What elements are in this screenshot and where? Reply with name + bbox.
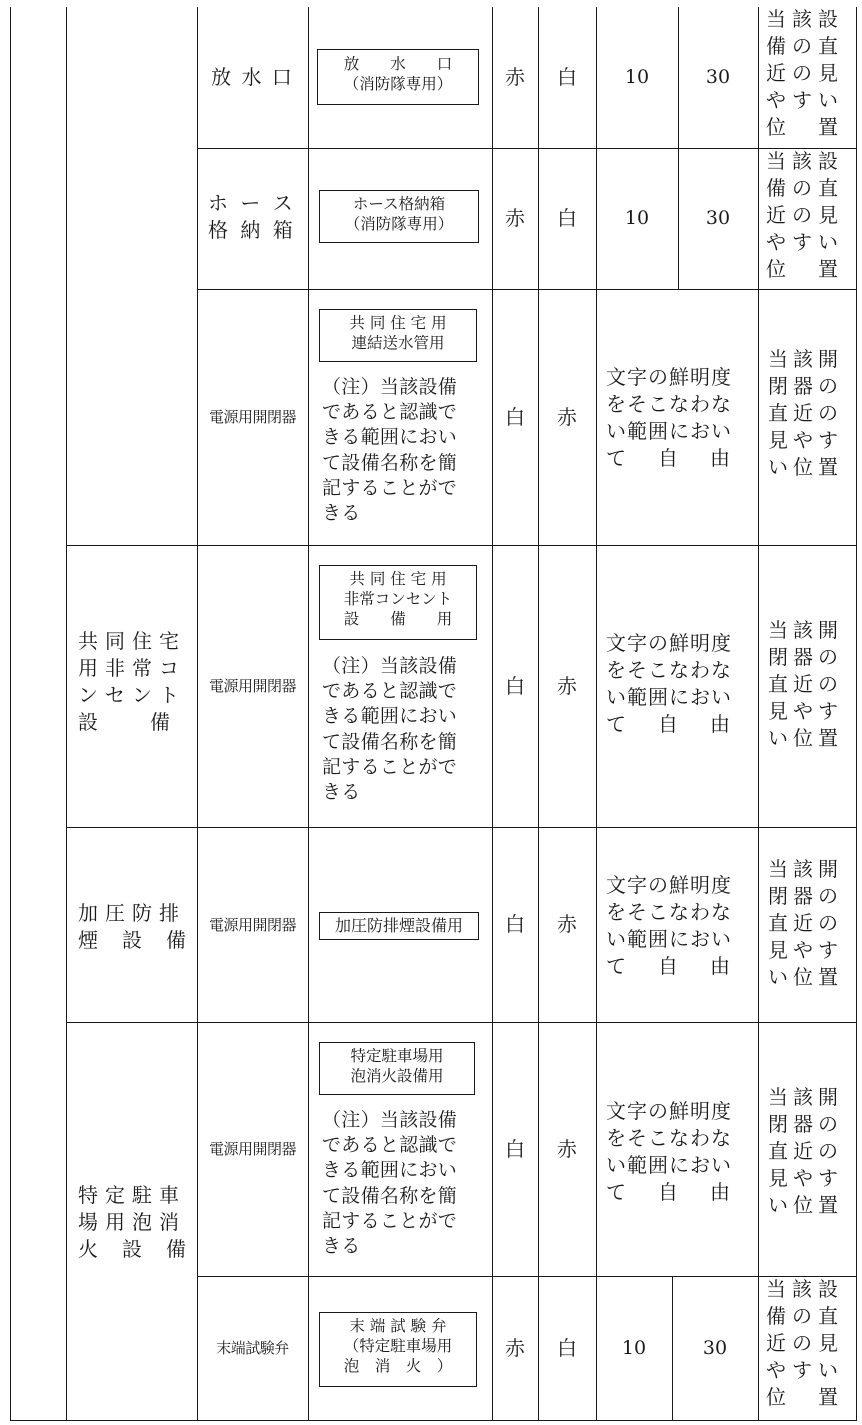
text-color-text: 白 <box>557 206 577 230</box>
size-note-line: て 自 由 <box>606 1180 736 1204</box>
sign-label-line: （消防隊専用） <box>344 215 454 233</box>
text-color-text: 赤 <box>557 404 577 429</box>
column-divider <box>308 7 309 1420</box>
background-color-text: 白 <box>505 912 525 936</box>
location-line: い位置 <box>768 455 843 479</box>
equipment-name-line: 用非常コ <box>78 656 186 680</box>
background-color-text: 白 <box>505 404 525 429</box>
equipment-name-line: 場用泡消 <box>78 1210 186 1234</box>
device-name-cell <box>208 190 304 244</box>
text-color-text: 赤 <box>557 673 577 698</box>
size-note-line: て 自 由 <box>606 954 736 978</box>
sign-label-line: 泡消火設備用 <box>350 1067 444 1085</box>
size-note-line: て 自 由 <box>606 446 736 470</box>
size-note-line: 文字の鮮明度 <box>606 873 732 897</box>
location-line: 当該開 <box>768 347 843 371</box>
size-value: 30 <box>705 66 731 88</box>
size-value: 10 <box>624 207 650 229</box>
sign-label-line: （特定駐車場用 <box>343 1337 453 1355</box>
location-line: 閉器の <box>768 1112 843 1136</box>
location-cell <box>766 1276 850 1411</box>
text-color-text: 白 <box>557 1335 577 1360</box>
sign-label-line: 末 端 試 験 弁 <box>349 1317 447 1335</box>
location-line: 直近の <box>768 672 843 696</box>
device-name: 電源用開閉器 <box>208 1140 296 1158</box>
sign-label-line: 特定駐車場用 <box>350 1047 444 1065</box>
size-note-cell <box>606 630 754 738</box>
size-value-cell <box>596 7 678 148</box>
size-note-cell <box>606 872 754 980</box>
size-note-line: をそこなわな <box>606 1126 732 1150</box>
location-line: 備の直 <box>766 176 844 200</box>
device-name: 放 水 口 <box>211 65 294 89</box>
location-line: 備の直 <box>766 1304 844 1328</box>
note-text <box>322 1108 484 1259</box>
note-text <box>322 654 484 805</box>
background-color-cell <box>492 545 538 827</box>
size-value-cell <box>678 7 758 148</box>
size-value: 30 <box>705 207 731 229</box>
device-name-cell <box>197 7 308 148</box>
sign-label-line: ホース格納箱 <box>352 195 446 213</box>
location-cell <box>766 148 850 283</box>
column-divider <box>66 7 67 1420</box>
size-note-line: い範囲におい <box>606 685 732 709</box>
location-line: 近の見 <box>766 203 844 227</box>
size-value-cell <box>678 148 758 289</box>
device-name: 電源用開閉器 <box>208 677 296 695</box>
table-border-right <box>856 7 857 1420</box>
sign-label-box <box>319 190 479 243</box>
text-color-cell <box>538 1022 596 1276</box>
row-divider <box>66 827 856 828</box>
location-line: 位 置 <box>766 115 844 139</box>
sign-label-box <box>319 912 479 940</box>
equipment-name-line: 共同住宅 <box>78 629 186 653</box>
location-line: 当該設 <box>766 7 844 31</box>
note-line: 記することがで <box>322 1209 458 1232</box>
text-color-text: 赤 <box>557 1136 577 1161</box>
text-color-text: 白 <box>557 65 577 89</box>
size-note-line: て 自 由 <box>606 712 736 736</box>
size-value-cell <box>596 1276 672 1420</box>
background-color-cell <box>492 289 538 545</box>
location-line: 直近の <box>768 401 843 425</box>
note-text <box>322 375 484 526</box>
location-line: い位置 <box>768 965 843 989</box>
equipment-name-cell <box>78 628 194 736</box>
sign-label-line: 共 同 住 宅 用 <box>349 314 447 332</box>
sign-label-line: 泡 消 火 ） <box>343 1357 453 1375</box>
note-line: きる範囲におい <box>322 1159 458 1182</box>
sign-label-line: 加圧防排煙設備用 <box>334 916 463 935</box>
background-color-cell <box>492 1022 538 1276</box>
size-note-line: 文字の鮮明度 <box>606 631 732 655</box>
background-color-text: 白 <box>505 673 525 698</box>
size-note-line: 文字の鮮明度 <box>606 1099 732 1123</box>
note-line: （注）当該設備 <box>322 1109 458 1131</box>
sign-label-line: 連結送水管用 <box>351 334 445 352</box>
note-line: （注）当該設備 <box>322 655 458 677</box>
background-color-cell <box>492 7 538 148</box>
location-line: やすい <box>766 1358 844 1382</box>
location-line: 当該開 <box>768 618 843 642</box>
sign-label-line: 放 水 口 <box>343 55 453 73</box>
location-line: 閉器の <box>768 645 843 669</box>
location-line: 見やす <box>768 938 843 962</box>
equipment-name-line: 設 備 <box>78 710 174 734</box>
note-line: であると認識で <box>322 680 458 703</box>
size-note-line: い範囲におい <box>606 1153 732 1177</box>
location-cell <box>766 6 850 141</box>
location-line: 位 置 <box>766 257 844 281</box>
note-line: （注）当該設備 <box>322 376 458 398</box>
sign-label-line: （消防隊専用） <box>343 75 453 93</box>
background-color-text: 赤 <box>505 1335 525 1360</box>
note-line: 記することがで <box>322 476 458 499</box>
location-line: 位 置 <box>766 1385 844 1409</box>
equipment-name-cell <box>78 1182 194 1263</box>
background-color-cell <box>492 827 538 1022</box>
location-line: 当該開 <box>768 857 843 881</box>
size-value: 30 <box>702 1336 728 1359</box>
note-line: きる <box>322 781 361 804</box>
table-border-left <box>10 7 11 1420</box>
size-note-line: い範囲におい <box>606 419 732 443</box>
location-line: 閉器の <box>768 884 843 908</box>
device-name-line: ホ ー ス <box>208 191 296 215</box>
location-line: 閉器の <box>768 374 843 398</box>
equipment-name-line: 特定駐車 <box>78 1183 186 1207</box>
size-note-line: をそこなわな <box>606 658 732 682</box>
device-name-cell <box>197 289 308 545</box>
row-divider <box>66 545 856 546</box>
device-name: 末端試験弁 <box>216 1339 289 1357</box>
size-note-line: をそこなわな <box>606 900 732 924</box>
device-name-line: 格 納 箱 <box>208 218 296 242</box>
note-line: きる <box>322 502 361 525</box>
background-color-cell <box>492 148 538 289</box>
location-line: 当該開 <box>768 1085 843 1109</box>
equipment-name-line: 煙 設 備 <box>78 928 188 952</box>
device-name: 電源用開閉器 <box>208 408 296 426</box>
location-line: 近の見 <box>766 61 844 85</box>
location-line: やすい <box>766 88 844 112</box>
location-line: やすい <box>766 230 844 254</box>
table-border-bottom <box>10 1420 857 1421</box>
location-line: 当該設 <box>766 149 844 173</box>
device-name-cell <box>197 1022 308 1276</box>
note-line: きる <box>322 1235 361 1258</box>
size-value-cell <box>596 148 678 289</box>
sign-label-box <box>317 49 479 105</box>
location-line: 見やす <box>768 428 843 452</box>
size-note-line: 文字の鮮明度 <box>606 365 732 389</box>
location-line: 近の見 <box>766 1331 844 1355</box>
size-note-line: をそこなわな <box>606 392 732 416</box>
sign-label-box <box>319 1312 477 1387</box>
note-line: きる範囲におい <box>322 705 458 728</box>
location-line: 備の直 <box>766 34 844 58</box>
text-color-cell <box>538 148 596 289</box>
size-note-cell <box>606 1098 754 1206</box>
text-color-cell <box>538 1276 596 1420</box>
sign-label-box <box>319 1042 475 1095</box>
note-line: て設備名称を簡 <box>322 451 458 474</box>
note-line: きる範囲におい <box>322 426 458 449</box>
text-color-cell <box>538 7 596 148</box>
sign-label-box <box>319 309 477 362</box>
equipment-name-cell <box>78 900 194 954</box>
column-divider <box>758 7 759 1420</box>
note-line: て設備名称を簡 <box>322 1184 458 1207</box>
location-line: 見やす <box>768 699 843 723</box>
note-line: て設備名称を簡 <box>322 730 458 753</box>
text-color-text: 赤 <box>557 912 577 936</box>
note-line: 記することがで <box>322 755 458 778</box>
equipment-name-line: 加圧防排 <box>78 901 186 925</box>
location-line: 当該設 <box>766 1277 844 1301</box>
location-cell <box>768 617 852 752</box>
background-color-cell <box>492 1276 538 1420</box>
sign-label-box <box>319 565 477 640</box>
location-cell <box>768 856 852 991</box>
size-note-cell <box>606 364 754 472</box>
location-line: 直近の <box>768 1139 843 1163</box>
note-line: であると認識で <box>322 401 458 424</box>
background-color-text: 白 <box>505 1136 525 1161</box>
size-value-cell <box>672 1276 758 1420</box>
location-line: 見やす <box>768 1166 843 1190</box>
text-color-cell <box>538 827 596 1022</box>
device-name-cell <box>197 545 308 827</box>
location-line: い位置 <box>768 1193 843 1217</box>
location-line: 直近の <box>768 911 843 935</box>
equipment-name-line: 火 設 備 <box>78 1237 188 1261</box>
equipment-name-line: ンセント <box>78 683 186 707</box>
location-cell <box>768 346 852 481</box>
size-value: 10 <box>624 66 650 88</box>
sign-label-line: 共 同 住 宅 用 <box>349 570 447 588</box>
device-name-cell <box>197 827 308 1022</box>
row-divider <box>66 1022 856 1023</box>
note-line: であると認識で <box>322 1134 458 1157</box>
text-color-cell <box>538 289 596 545</box>
device-name: 電源用開閉器 <box>208 915 296 934</box>
background-color-text: 赤 <box>505 206 525 230</box>
size-value: 10 <box>621 1336 647 1359</box>
sign-label-line: 非常コンセント <box>343 590 453 608</box>
location-cell <box>768 1084 852 1219</box>
size-note-line: い範囲におい <box>606 927 732 951</box>
text-color-cell <box>538 545 596 827</box>
sign-label-line: 設 備 用 <box>343 610 453 628</box>
device-name-cell <box>197 1276 308 1420</box>
location-line: い位置 <box>768 726 843 750</box>
background-color-text: 赤 <box>505 65 525 89</box>
